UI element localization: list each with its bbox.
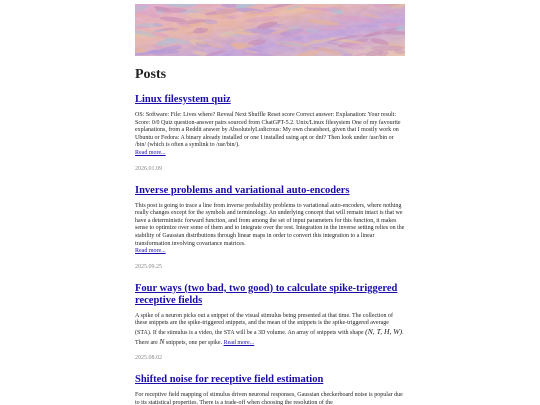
- post-excerpt-text: For receptive field mapping of stimulus driven neuronal responses, Gaussian checkerboard noise is popular due to its statistical properties. There is a trade-off when choosing the resolution of the: [135, 392, 403, 405]
- post-excerpt-text: snippets, one per spike.: [165, 339, 223, 346]
- post-excerpt: [135, 112, 405, 158]
- post-item: [135, 374, 405, 405]
- post-title-link[interactable]: Linux filesystem quiz: [135, 94, 231, 105]
- math-n: N: [159, 336, 165, 346]
- post-item: [135, 283, 405, 362]
- post-excerpt-text: A spike of a neuron picks out a snippet of the visual stimulus being presented at that time. The collection of these snippets are the spike-triggered snippets, and the mean of the snippets is the spike-triggered average (STA). If the stimulus is a video, the STA will be a 3D volume. An array of snippets with shape: [135, 312, 393, 336]
- post-excerpt: [135, 203, 405, 256]
- post-excerpt: [135, 313, 405, 347]
- post-date: 2026.01.09: [135, 165, 162, 172]
- post-excerpt-text: OS: Software: File: Lives where? Reveal Next Shuffle Reset score Correct answer: Explanation: Your result: Score: 0/0 Quiz question-answer pairs sourced from ChatGPT-5.2. Unix/Linux filesystem One of my favourite explanations, from a Reddit answer by AbsolutelyLudicrous: My own cheatsheet, given that I mostly work on Ubuntu or Fedora: A binary already installed or one I installed using apt or dnf? Then look under /usr/bin or /bin/ (which is often a symlink to /usr/bin/).: [135, 112, 401, 149]
- read-more-link[interactable]: Read more...: [135, 149, 166, 156]
- post-item: [135, 185, 405, 271]
- page-title: Posts: [135, 67, 167, 82]
- read-more-link[interactable]: Read more...: [223, 339, 255, 346]
- post-date: 2025.08.02: [135, 355, 162, 362]
- content-column: [135, 4, 405, 405]
- read-more-link[interactable]: Read more...: [135, 248, 166, 255]
- post-title-link[interactable]: Inverse problems and variational auto-encoders: [135, 184, 350, 196]
- post-item: [135, 94, 405, 173]
- post-excerpt-text: This post is going to trace a line from inverse probability problems to variational auto-encoders, where nothing really changes except for the symbols and terminology. An underlying concept that will remain intact is that we have a deterministic forward function, and from among the set of input parameters for this function, it makes sense to optimize over some of them and to integrate over the rest. Integration in the inverse setting relies on the stability of Gaussian distributions through linear maps in order to convert this integration to a linear transformation involving covariance matrices.: [135, 202, 405, 247]
- post-title-link[interactable]: Shifted noise for receptive field estimation: [135, 374, 324, 386]
- post-excerpt: [135, 392, 405, 405]
- post-title-link[interactable]: Four ways (two bad, two good) to calculate spike-triggered receptive fields: [135, 282, 398, 306]
- post-excerpt-text: . There are: [135, 329, 404, 346]
- math-shape: (N, T, H, W): [365, 326, 403, 336]
- banner-image: [135, 4, 405, 56]
- post-date: 2025.09.25: [135, 263, 162, 270]
